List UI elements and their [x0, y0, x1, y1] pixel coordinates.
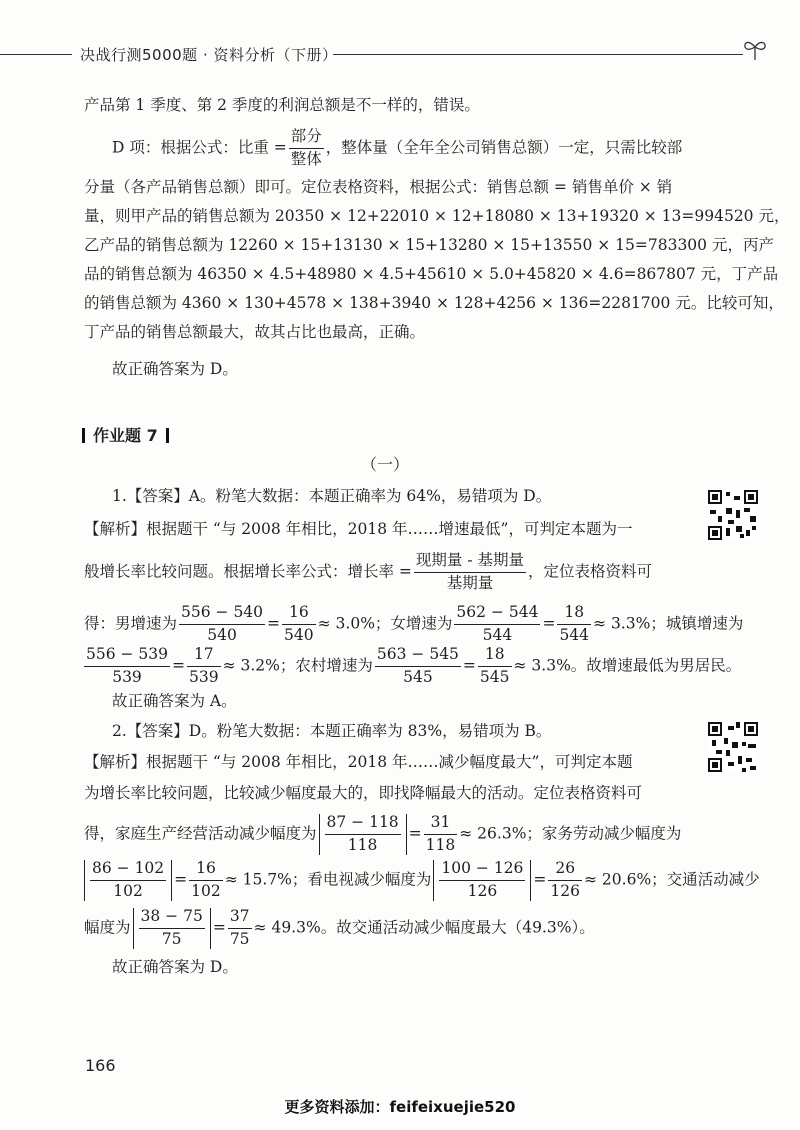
text-span: ≈ 3.0%；女增速为: [317, 614, 453, 633]
answer-line: 故正确答案为 A。: [112, 692, 237, 710]
absolute-value: [433, 860, 531, 901]
text-span: 得：男增速为: [84, 614, 178, 633]
absolute-value: [319, 814, 407, 855]
numerator: 562 − 544: [454, 604, 540, 625]
section-heading: [82, 423, 177, 446]
text-line: 乙产品的销售总额为 12260 × 15+13130 × 15+13280 × 15+13550 × 15=783300 元，丙产: [84, 236, 774, 254]
qr-code-icon[interactable]: [708, 722, 758, 772]
denominator: 540: [284, 625, 314, 644]
fraction: [424, 814, 458, 855]
text-line: 【解析】根据题干 “与 2008 年相比，2018 年……减少幅度最大”，可判定本题: [84, 753, 633, 771]
text-line: 分量（各产品销售总额）即可。定位表格资料，根据公式：销售总额 = 销售单价 × 销: [84, 178, 673, 196]
denominator: 126: [467, 881, 498, 900]
numerator: 18: [557, 604, 591, 625]
text-line: 量，则甲产品的销售总额为 20350 × 12+22010 × 12+18080 × 13+19320 × 13=994520 元，: [84, 207, 790, 225]
numerator: 86 − 102: [90, 860, 166, 881]
numerator: 37: [228, 908, 252, 929]
fraction: [289, 128, 324, 169]
footer-note: 更多资料添加：feifeixuejie520: [284, 1098, 516, 1116]
denominator: 539: [112, 667, 142, 686]
fraction: [375, 646, 461, 687]
fraction: [139, 908, 205, 949]
denominator: 126: [550, 881, 581, 900]
numerator: 26: [548, 860, 582, 881]
answer-line: 故正确答案为 D。: [112, 958, 238, 976]
numerator: 16: [189, 860, 223, 881]
text-line: $\frac{86 - 102}{102}$ = $\frac{16}{102}$ ≈ 15.7%；看电视减少幅度为 $\frac{100 - 126}{126}$ = $\frac{26}{126}$ ≈ 20.6%；交通活动减少: [84, 860, 684, 901]
page-number: 166: [85, 1056, 116, 1075]
denominator: 整体: [290, 149, 322, 168]
fraction: [414, 552, 526, 593]
text-line: 品的销售总额为 46350 × 4.5+48980 × 4.5+45610 × 5.0+45820 × 4.6=867807 元，丁产品: [84, 265, 779, 283]
absolute-value: [84, 860, 172, 901]
text-span: ≈ 49.3%。故交通活动减少幅度最大（49.3%）。: [253, 918, 595, 937]
numerator: 100 − 126: [439, 860, 525, 881]
header-rule-right: [333, 54, 743, 55]
subsection-title: （一）: [361, 455, 410, 474]
fraction: [228, 908, 252, 949]
header-rule-left: [0, 54, 72, 55]
text-span: ≈ 3.2%；农村增速为: [222, 656, 373, 675]
numerator: 563 − 545: [375, 646, 461, 667]
text-span: ，整体量（全年全公司销售总额）一定，只需比较部: [325, 138, 683, 157]
text-line: 为增长率比较问题，比较减少幅度最大的，即找降幅最大的活动。定位表格资料可: [84, 784, 643, 802]
absolute-value: [133, 908, 211, 949]
fraction: [179, 604, 265, 645]
denominator: 545: [403, 667, 433, 686]
numerator: 31: [424, 814, 458, 835]
denominator: 基期量: [446, 573, 494, 592]
numerator: 部分: [289, 128, 324, 149]
text-span: ≈ 3.3%；城镇增速为: [593, 614, 744, 633]
fraction: [187, 646, 221, 687]
fraction: [454, 604, 540, 645]
text-line: 的销售总额为 4360 × 130+4578 × 138+3940 × 128+4256 × 136=2281700 元。比较可知，: [84, 294, 784, 312]
text-span: ≈ 26.3%；家务劳动减少幅度为: [459, 824, 682, 843]
denominator: 75: [161, 929, 182, 948]
fraction: [189, 860, 223, 901]
text-line: 丁产品的销售总额最大，故其占比也最高，正确。: [84, 323, 426, 341]
heading-bar: [166, 428, 169, 443]
qr-code-icon[interactable]: [708, 490, 758, 540]
denominator: 544: [482, 625, 513, 644]
text-line: $\frac{556 - 539}{539}$ = $\frac{17}{539}$ ≈ 3.2%；农村增速为 $\frac{563 - 545}{545}$ = $\frac{18}{545}$ ≈ 3.3%。故增速最低为男居民。: [86, 645, 742, 686]
book-title: 决战行测5000题 · 资料分析（下册）: [80, 46, 338, 64]
text-span: ≈ 20.6%；交通活动减少: [584, 870, 760, 889]
numerator: 38 − 75: [139, 908, 205, 929]
numerator: 556 − 539: [84, 646, 170, 667]
running-header: [0, 38, 800, 68]
denominator: 540: [207, 625, 237, 644]
text-span: 得，家庭生产经营活动减少幅度为: [84, 824, 317, 843]
text-line: 幅度为 $\frac{38 - 75}{75}$ = $\frac{37}{75}$ ≈ 49.3%。故交通活动减少幅度最大（49.3%）。: [84, 907, 595, 948]
answer-line: 故正确答案为 D。: [112, 360, 238, 378]
text-span: D 项：根据公式：比重 =: [112, 138, 287, 157]
text-line: [112, 128, 712, 169]
text-line: 得，家庭生产经营活动减少幅度为 $\frac{87 - 118}{118}$ = $\frac{31}{118}$ ≈ 26.3%；家务劳动减少幅度为: [84, 813, 682, 854]
denominator: 545: [479, 667, 510, 686]
heading-bar: [82, 428, 85, 443]
fraction: [557, 604, 591, 645]
text-line: [84, 552, 684, 593]
numerator: 16: [282, 604, 316, 625]
text-line: 【解析】根据题干 “与 2008 年相比，2018 年……增速最低”，可判定本题为一: [84, 520, 633, 538]
text-span: ≈ 3.3%。故增速最低为男居民。: [513, 656, 742, 675]
denominator: 539: [189, 667, 219, 686]
numerator: 18: [478, 646, 512, 667]
fraction: [90, 860, 166, 901]
denominator: 102: [191, 881, 221, 900]
q2-answer-line: 2.【答案】D。粉笔大数据：本题正确率为 83%，易错项为 B。: [112, 722, 552, 740]
text-span: 般增长率比较问题。根据增长率公式：增长率 =: [84, 562, 412, 581]
fraction: [282, 604, 316, 645]
fraction: [478, 646, 512, 687]
denominator: 102: [113, 881, 143, 900]
numerator: 现期量 - 基期量: [414, 552, 526, 573]
fraction: [439, 860, 525, 901]
denominator: 118: [425, 835, 456, 854]
fraction: [325, 814, 401, 855]
numerator: 17: [187, 646, 221, 667]
sprout-icon: [742, 38, 768, 62]
text-span: ≈ 15.7%；看电视减少幅度为: [224, 870, 432, 889]
numerator: 556 − 540: [179, 604, 265, 625]
denominator: 118: [347, 835, 378, 854]
section-title: 作业题 7: [93, 426, 158, 445]
fraction: [548, 860, 582, 901]
q1-answer-line: 1.【答案】A。粉笔大数据：本题正确率为 64%，易错项为 D。: [112, 487, 552, 505]
numerator: 87 − 118: [325, 814, 401, 835]
denominator: 75: [229, 929, 250, 948]
text-span: ，定位表格资料可: [528, 562, 653, 581]
text-line: 产品第 1 季度、第 2 季度的利润总额是不一样的，错误。: [84, 96, 480, 114]
fraction: [84, 646, 170, 687]
denominator: 544: [559, 625, 590, 644]
text-line: 得：男增速为 $\frac{556 - 540}{540}$ = $\frac{16}{540}$ ≈ 3.0%；女增速为 $\frac{562 - 544}{544}$ = $\frac{18}{544}$ ≈ 3.3%；城镇增速为: [84, 603, 744, 644]
text-span: 幅度为: [84, 918, 131, 937]
